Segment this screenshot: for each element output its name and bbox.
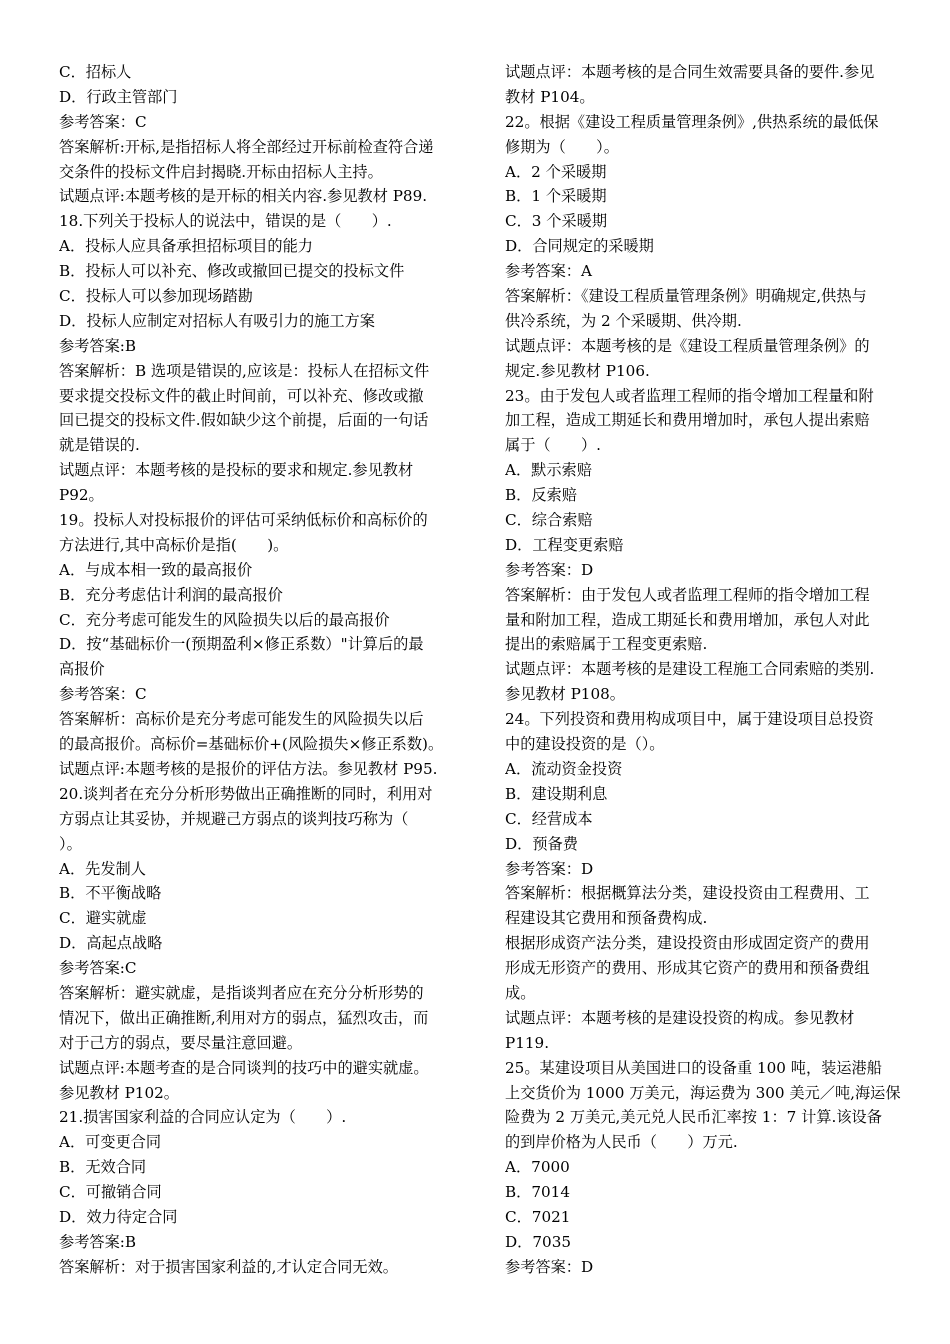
text-line: 答案解析：避实就虚，是指谈判者应在充分分析形势的 [59,983,424,1002]
text-line: A．可变更合同 [59,1133,162,1152]
text-line: 参见教材 P102。 [59,1083,179,1102]
text-line: 试题点评：本题考核的是投标的要求和规定.参见教材 [59,461,414,480]
text-line: D．行政主管部门 [59,87,178,106]
text-line: P92。 [59,486,104,505]
text-line: 成。 [505,983,536,1002]
text-line: B．反索赔 [505,486,577,505]
text-line: 就是错误的. [59,436,140,455]
text-line: B．不平衡战略 [59,884,162,903]
text-line: 的到岸价格为人民币（ ）万元. [505,1133,738,1152]
text-line: C．投标人可以参加现场踏勘 [59,287,253,306]
text-line: 参考答案：D [505,859,594,878]
text-line: D．预备费 [505,834,578,853]
text-line: 答案解析：B 选项是错误的,应该是：投标人在招标文件 [59,361,430,380]
text-line: 方法进行,其中高标价是指( )。 [59,535,289,554]
text-line: C．经营成本 [505,809,593,828]
text-line: 程建设其它费用和预备费构成. [505,909,708,928]
text-line: C．避实就虚 [59,909,147,928]
text-line: D．效力待定合同 [59,1207,178,1226]
text-line: P119. [505,1033,550,1052]
text-line: 方弱点让其妥协，并规避己方弱点的谈判技巧称为（ [59,809,409,828]
text-line: 教材 P104。 [505,87,595,106]
text-line: C．可撤销合同 [59,1183,162,1202]
text-line: 参考答案：C [59,112,147,131]
right-text-column [505,60,919,1280]
text-line: A．流动资金投资 [505,759,623,778]
text-line: 试题点评：本题考核的是建设投资的构成。参见教材 [505,1008,855,1027]
text-line: 试题点评：本题考核的是合同生效需要具备的要件.参见 [505,63,875,81]
text-line: 属于（ ）. [505,436,601,455]
text-line: 高报价 [59,660,105,679]
text-line: 19。投标人对投标报价的评估可采纳低标价和高标价的 [59,511,428,530]
text-line: B．投标人可以补充、修改或撤回已提交的投标文件 [59,262,405,281]
text-line: 要求提交投标文件的截止时间前，可以补充、修改或撤 [59,386,424,405]
text-line: 回已提交的投标文件.假如缺少这个前提，后面的一句话 [59,411,429,430]
left-text-column [59,60,473,1280]
text-line: 答案解析:开标,是指招标人将全部经过开标前检查符合递 [59,137,434,156]
text-line: 提出的索赔属于工程变更索赔. [505,635,708,654]
text-line: 加工程，造成工期延长和费用增加时，承包人提出索赔 [505,411,870,430]
text-line: 试题点评：本题考核的是《建设工程质量管理条例》的 [505,336,870,355]
text-line: A．与成本相一致的最高报价 [59,560,253,579]
text-line: 答案解析：对于损害国家利益的,才认定合同无效。 [59,1257,398,1276]
text-line: 25。某建设项目从美国进口的设备重 100 吨，装运港船 [505,1058,882,1077]
text-line: 试题点评:本题考查的是合同谈判的技巧中的避实就虚。 [59,1058,429,1077]
text-line: 根据形成资产法分类，建设投资由形成固定资产的费用 [505,934,870,953]
text-line: 上交货价为 1000 万美元，海运费为 300 美元／吨,海运保 [505,1083,901,1102]
text-line: A．默示索赔 [505,461,592,480]
text-line: C．充分考虑可能发生的风险损失以后的最高报价 [59,610,390,629]
text-line: C．7021 [505,1207,571,1226]
text-line: 24。下列投资和费用构成项目中，属于建设项目总投资 [505,710,874,729]
text-line: C．招标人 [59,63,132,81]
text-line: 供冷系统，为 2 个采暖期、供冷期. [505,311,742,330]
text-line: B．1 个采暖期 [505,187,607,206]
text-line: D．工程变更索赔 [505,535,624,554]
text-line: C．综合索赔 [505,511,593,530]
text-line: B．7014 [505,1183,570,1202]
text-line: 情况下，做出正确推断,利用对方的弱点，猛烈攻击，而 [59,1008,429,1027]
text-line: 答案解析：《建设工程质量管理条例》明确规定,供热与 [505,287,867,306]
text-line: B．无效合同 [59,1158,147,1177]
text-line: 参考答案：D [505,560,594,579]
text-line: 参见教材 P108。 [505,685,625,704]
text-line: A．投标人应具备承担招标项目的能力 [59,237,313,256]
text-line: 参考答案:B [59,1232,137,1251]
text-line: A．先发制人 [59,859,146,878]
text-line: 21.损害国家利益的合同应认定为（ ）. [59,1108,347,1127]
text-line: 修期为（ ）。 [505,137,619,156]
text-line: 参考答案:C [59,959,137,978]
text-line: 18.下列关于投标人的说法中，错误的是（ ）. [59,212,392,231]
text-line: 试题点评:本题考核的是报价的评估方法。参见教材 P95. [59,759,438,778]
text-line: 23。由于发包人或者监理工程师的指令增加工程量和附 [505,386,874,405]
text-line: B．充分考虑估计利润的最高报价 [59,585,283,604]
text-line: D．高起点战略 [59,934,163,953]
text-line: 的最高报价。高标价=基础标价+(风险损失×修正系数)。 [59,735,444,754]
text-line: 参考答案:B [59,336,137,355]
text-line: A．2 个采暖期 [505,162,607,181]
text-line: D．合同规定的采暖期 [505,237,654,256]
text-line: 20.谈判者在充分分析形势做出正确推断的同时，利用对 [59,784,433,803]
text-line: 参考答案：C [59,685,147,704]
text-line: 中的建设投资的是（）。 [505,735,665,754]
text-line: D．7035 [505,1232,572,1251]
text-line: 答案解析：由于发包人或者监理工程师的指令增加工程 [505,585,870,604]
text-line: D．投标人应制定对招标人有吸引力的施工方案 [59,311,375,330]
text-line: B．建设期利息 [505,784,608,803]
text-line: 答案解析：高标价是充分考虑可能发生的风险损失以后 [59,710,424,729]
text-line: 形成无形资产的费用、形成其它资产的费用和预备费组 [505,959,870,978]
text-line: 试题点评：本题考核的是建设工程施工合同索赔的类别. [505,660,875,679]
text-line: 答案解析：根据概算法分类，建设投资由工程费用、工 [505,884,870,903]
text-line: 规定.参见教材 P106. [505,361,650,380]
text-line: 22。根据《建设工程质量管理条例》,供热系统的最低保 [505,112,879,131]
text-line: C．3 个采暖期 [505,212,608,231]
text-line: 量和附加工程，造成工期延长和费用增加，承包人对此 [505,610,870,629]
text-line: 试题点评:本题考核的是开标的相关内容.参见教材 P89. [59,187,428,206]
text-line: D．按“基础标价一(预期盈利×修正系数）"计算后的最 [59,635,424,654]
text-line: 参考答案：D [505,1257,594,1276]
text-line: 对于己方的弱点，要尽量注意回避。 [59,1033,302,1052]
text-line: 交条件的投标文件启封揭晓.开标由招标人主持。 [59,162,383,181]
text-line: A．7000 [505,1158,570,1177]
text-line: ）。 [59,834,82,853]
text-line: 险费为 2 万美元,美元兑人民币汇率按 1：7 计算.该设备 [505,1108,882,1127]
text-line: 参考答案：A [505,262,592,281]
